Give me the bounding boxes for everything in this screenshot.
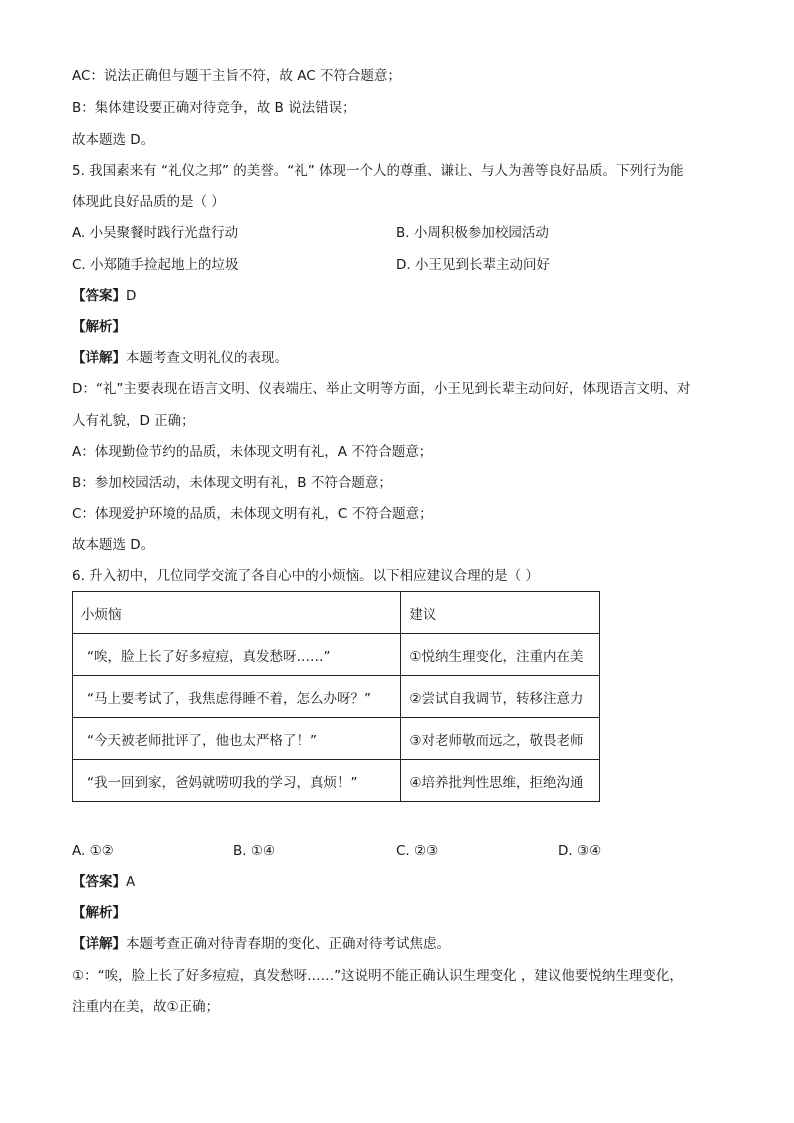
q6-option-c: C. ②③ [396, 843, 439, 859]
q5-conclusion: 故本题选 D。 [72, 537, 155, 553]
q5-answer [72, 286, 136, 306]
q5-detail [72, 348, 288, 368]
q5-analysis-tag: 【解析】 [72, 319, 126, 335]
q5-d-line2: 人有礼貌，D 正确； [72, 413, 195, 429]
prev-analysis-b: B：集体建设要正确对待竞争，故 B 说法错误； [72, 100, 356, 116]
q5-answer-tag: 【答案】 [72, 288, 126, 304]
table-cell-worry: “今天被老师批评了，他也太严格了！” [73, 718, 401, 760]
q5-a-line: A：体现勤俭节约的品质，未体现文明有礼，A 不符合题意； [72, 444, 433, 460]
q6-detail-tag: 【详解】 [72, 936, 126, 952]
table-row [73, 634, 600, 676]
table-header-cell: 小烦恼 [73, 592, 401, 634]
q5-detail-tag: 【详解】 [72, 350, 126, 366]
table-cell-advice: ②尝试自我调节，转移注意力 [401, 676, 600, 718]
q5-answer-value: D [126, 288, 137, 304]
table-header-cell: 建议 [401, 592, 600, 634]
prev-conclusion: 故本题选 D。 [72, 132, 155, 148]
q5-d-line1: D：“礼”主要表现在语言文明、仪表端庄、举止文明等方面，小王见到长辈主动问好，体现语言文明、对 [72, 381, 691, 397]
q5-stem-line1: 5. 我国素来有 “礼仪之邦” 的美誉。“礼” 体现一个人的尊重、谦让、与人为善等良好品质。下列行为能 [72, 163, 684, 179]
q6-table [72, 591, 600, 802]
q5-stem-line2: 体现此良好品质的是（ ） [72, 194, 225, 210]
table-row [73, 760, 600, 802]
q5-option-a: A. 小吴聚餐时践行光盘行动 [72, 225, 239, 241]
q5-option-d: D. 小王见到长辈主动问好 [396, 257, 550, 273]
q6-item1-line1: ①：“唉，脸上长了好多痘痘，真发愁呀……”这说明不能正确认识生理变化 ，建议他要悦纳生理变化， [72, 968, 683, 984]
table-row [73, 718, 600, 760]
table-cell-worry: “我一回到家，爸妈就唠叨我的学习，真烦！” [73, 760, 401, 802]
q6-detail-text: 本题考查正确对待青春期的变化、正确对待考试焦虑。 [126, 936, 450, 952]
q6-detail [72, 934, 450, 954]
prev-analysis-ac: AC：说法正确但与题干主旨不符，故 AC 不符合题意； [72, 68, 401, 84]
q6-option-d: D. ③④ [558, 843, 602, 859]
table-cell-worry: “唉，脸上长了好多痘痘，真发愁呀……” [73, 634, 401, 676]
q6-answer [72, 872, 135, 892]
table-cell-worry: “马上要考试了，我焦虑得睡不着，怎么办呀？” [73, 676, 401, 718]
q6-item1-line2: 注重内在美，故①正确； [72, 999, 220, 1015]
q5-detail-text: 本题考查文明礼仪的表现。 [126, 350, 288, 366]
q5-option-b: B. 小周积极参加校园活动 [396, 225, 549, 241]
table-header-row [73, 592, 600, 634]
q5-option-c: C. 小郑随手捡起地上的垃圾 [72, 257, 239, 273]
q5-c-line: C：体现爱护环境的品质，未体现文明有礼，C 不符合题意； [72, 506, 433, 522]
q6-answer-value: A [126, 874, 136, 890]
table-row [73, 676, 600, 718]
q6-stem: 6. 升入初中，几位同学交流了各自心中的小烦恼。以下相应建议合理的是（ ） [72, 568, 539, 584]
q6-analysis-tag: 【解析】 [72, 905, 126, 921]
q5-b-line: B：参加校园活动，未体现文明有礼，B 不符合题意； [72, 475, 392, 491]
q6-option-a: A. ①② [72, 843, 114, 859]
table-cell-advice: ③对老师敬而远之，敬畏老师 [401, 718, 600, 760]
q6-answer-tag: 【答案】 [72, 874, 126, 890]
table-cell-advice: ①悦纳生理变化，注重内在美 [401, 634, 600, 676]
q6-option-b: B. ①④ [233, 843, 276, 859]
table-cell-advice: ④培养批判性思维，拒绝沟通 [401, 760, 600, 802]
